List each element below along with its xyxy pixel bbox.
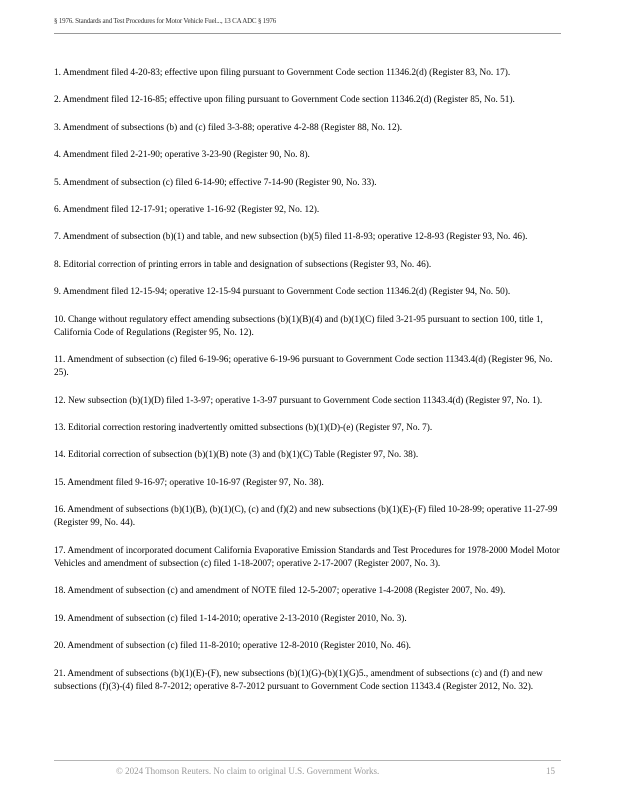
history-note: 4. Amendment filed 2-21-90; operative 3-23-90 (Register 90, No. 8). — [54, 150, 310, 161]
history-note: 1. Amendment filed 4-20-83; effective upon filing pursuant to Government Code section 11346.2(d) (Register 83, No. 17). — [54, 68, 511, 78]
history-note: 12. New subsection (b)(1)(D) filed 1-3-97; operative 1-3-97 pursuant to Government Code section 11343.4(d) (Register 97, No. 1). — [54, 395, 543, 406]
header-divider — [54, 33, 561, 34]
history-note: 9. Amendment filed 12-15-94; operative 12-15-94 pursuant to Government Code section 11346.2(d) (Register 94, No. 50). — [54, 287, 511, 298]
history-note: 7. Amendment of subsection (b)(1) and table, and new subsection (b)(5) filed 11-8-93; operative 12-8-93 (Register 93, No. 46). — [54, 232, 528, 243]
running-header: § 1976. Standards and Test Procedures for Motor Vehicle Fuel..., 13 CA ADC § 1976 — [54, 17, 277, 25]
history-note: 2. Amendment filed 12-16-85; effective upon filing pursuant to Government Code section 11346.2(d) (Register 85, No. 51). — [54, 95, 515, 106]
history-note: 10. Change without regulatory effect amending subsections (b)(1)(B)(4) and (b)(1)(C) filed 3-21-95 pursuant to section 100, title 1, California Code of Regulations (Register 95, No. 12). — [54, 314, 543, 338]
history-note: 5. Amendment of subsection (c) filed 6-14-90; effective 7-14-90 (Register 90, No. 33). — [54, 177, 377, 188]
history-notes-list — [54, 67, 561, 708]
history-note: 16. Amendment of subsections (b)(1)(B), (b)(1)(C), (c) and (f)(2) and new subsections (b)(1)(E)-(F) filed 10-28-99; operative 11-27-99 (Register 99, No. 44). — [54, 505, 558, 529]
history-note: 14. Editorial correction of subsection (b)(1)(B) note (3) and (b)(1)(C) Table (Register 97, No. 38). — [54, 450, 419, 461]
history-note: 3. Amendment of subsections (b) and (c) filed 3-3-88; operative 4-2-88 (Register 88, No. 12). — [54, 122, 403, 133]
history-note: 20. Amendment of subsection (c) filed 11-8-2010; operative 12-8-2010 (Register 2010, No. 46). — [54, 641, 411, 652]
history-note: 6. Amendment filed 12-17-91; operative 1-16-92 (Register 92, No. 12). — [54, 204, 320, 215]
history-note: 15. Amendment filed 9-16-97; operative 10-16-97 (Register 97, No. 38). — [54, 477, 324, 488]
history-note: 8. Editorial correction of printing errors in table and designation of subsections (Register 93, No. 46). — [54, 259, 432, 270]
footer-divider — [54, 760, 561, 761]
copyright-notice: © 2024 Thomson Reuters. No claim to original U.S. Government Works. — [116, 766, 380, 776]
history-note: 13. Editorial correction restoring inadvertently omitted subsections (b)(1)(D)-(e) (Register 97, No. 7). — [54, 423, 433, 434]
history-note: 19. Amendment of subsection (c) filed 1-14-2010; operative 2-13-2010 (Register 2010, No. 3). — [54, 613, 407, 624]
history-note: 17. Amendment of incorporated document California Evaporative Emission Standards and Test Procedures for 1978-2000 Model Motor Vehicles and amendment of subsection (c) filed 1-18-2007; operative 2-17-2007 (Register 2007, No. 3). — [54, 545, 560, 570]
page-number: 15 — [546, 766, 555, 776]
history-note: 11. Amendment of subsection (c) filed 6-19-96; operative 6-19-96 pursuant to Government Code section 11343.4(d) (Register 96, No. 25). — [54, 355, 553, 379]
history-note: 21. Amendment of subsections (b)(1)(E)-(F), new subsections (b)(1)(G)-(b)(1)(G)5., amendment of subsections (c) and (f) and new subsections (f)(3)-(4) filed 8-7-2012; operative 8-7-2012 pursuant to Government Code section 11343.4 (Register 2012, No. 32). — [54, 668, 543, 692]
history-note: 18. Amendment of subsection (c) and amendment of NOTE filed 12-5-2007; operative 1-4-2008 (Register 2007, No. 49). — [54, 586, 506, 597]
